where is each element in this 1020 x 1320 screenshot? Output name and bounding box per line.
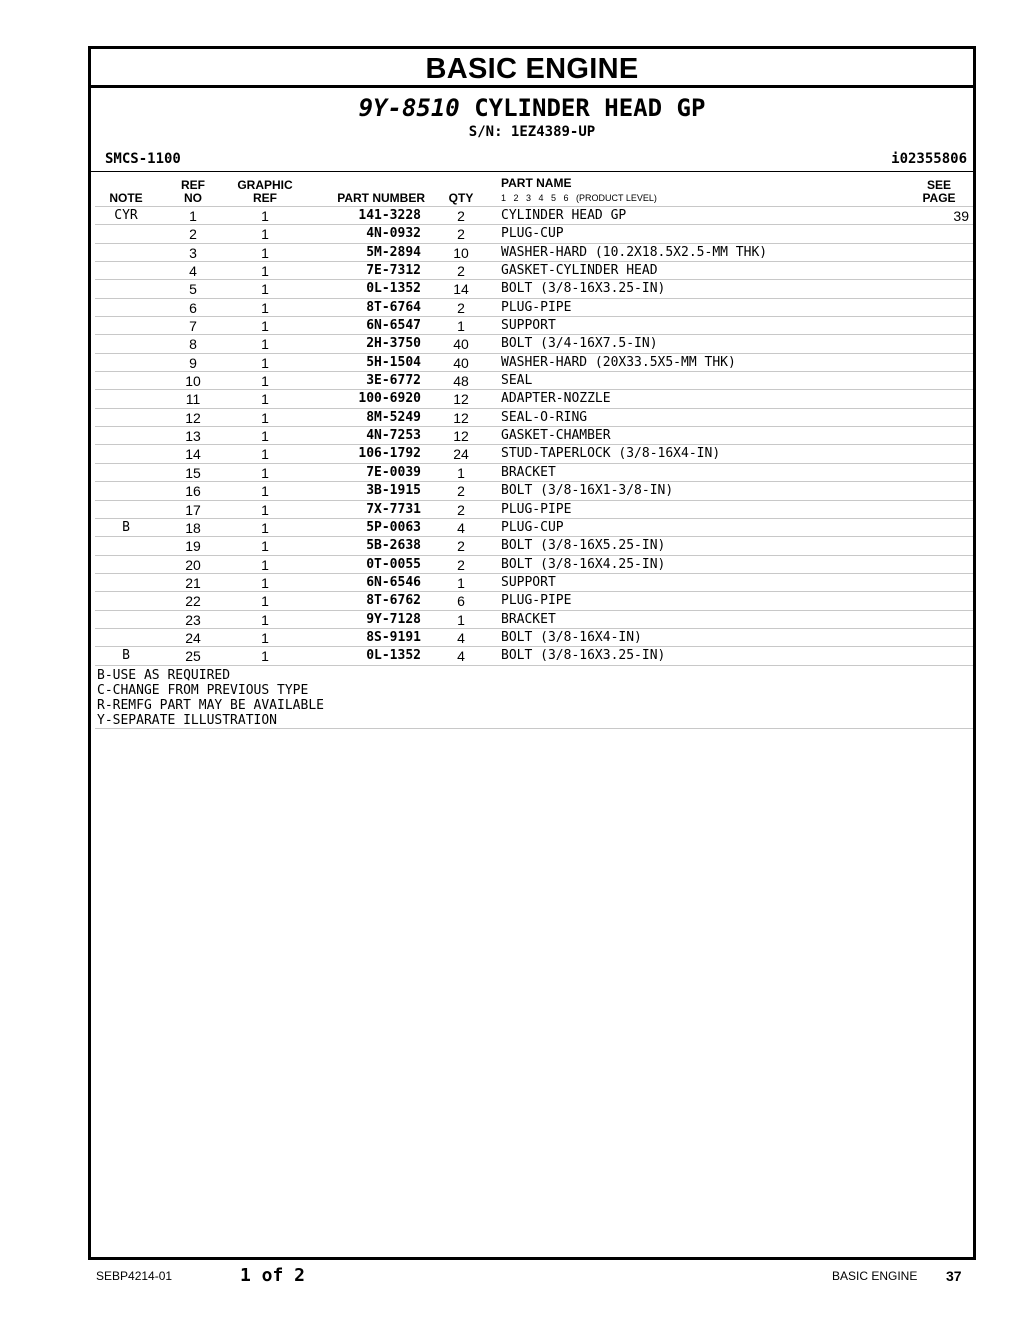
part-number-cell: 0T-0055 xyxy=(366,556,421,572)
note-cell: B xyxy=(122,519,130,535)
col-part-number: PART NUMBER xyxy=(337,191,425,205)
qty-cell: 2 xyxy=(457,556,465,573)
part-number-cell: 5P-0063 xyxy=(366,519,421,535)
table-row xyxy=(95,334,973,352)
col-see-bottom: PAGE xyxy=(922,191,956,205)
header-rule xyxy=(91,171,973,172)
qty-cell: 2 xyxy=(457,483,465,500)
table-row xyxy=(95,316,973,334)
ref-no-cell: 23 xyxy=(185,611,201,628)
part-name-cell: BOLT (3/8-16X4-IN) xyxy=(501,629,642,645)
ref-no-cell: 11 xyxy=(185,391,201,408)
table-row xyxy=(95,463,973,481)
graphic-ref-cell: 1 xyxy=(261,281,269,298)
table-row xyxy=(95,371,973,389)
qty-cell: 1 xyxy=(457,318,465,335)
graphic-ref-cell: 1 xyxy=(261,611,269,628)
part-number-cell: 5H-1504 xyxy=(366,354,421,370)
col-graphic-top: GRAPHIC xyxy=(237,178,293,192)
graphic-ref-cell: 1 xyxy=(261,263,269,280)
see-page-cell: 39 xyxy=(953,208,969,224)
table-row xyxy=(95,555,973,573)
ref-no-cell: 18 xyxy=(185,519,201,536)
part-name-cell: PLUG-PIPE xyxy=(501,501,572,517)
ref-no-cell: 7 xyxy=(189,318,197,335)
qty-cell: 48 xyxy=(453,373,469,390)
page-frame xyxy=(88,46,976,1260)
note-line: Y-SEPARATE ILLUSTRATION xyxy=(97,712,278,728)
graphic-ref-cell: 1 xyxy=(261,519,269,536)
graphic-ref-cell: 1 xyxy=(261,391,269,408)
ref-no-cell: 14 xyxy=(185,446,201,463)
part-name-cell: GASKET-CYLINDER HEAD xyxy=(501,263,658,279)
ref-no-cell: 21 xyxy=(185,574,201,591)
col-see-top: SEE xyxy=(926,178,951,192)
table-row xyxy=(95,610,973,628)
graphic-ref-cell: 1 xyxy=(261,593,269,610)
qty-cell: 6 xyxy=(457,593,465,610)
graphic-ref-cell: 1 xyxy=(261,538,269,555)
ref-no-cell: 8 xyxy=(189,336,197,353)
part-number-cell: 6N-6547 xyxy=(366,318,421,334)
graphic-ref-cell: 1 xyxy=(261,373,269,390)
qty-cell: 2 xyxy=(457,501,465,518)
ref-no-cell: 3 xyxy=(189,244,197,261)
graphic-ref-cell: 1 xyxy=(261,409,269,426)
graphic-ref-cell: 1 xyxy=(261,336,269,353)
col-product-level: 1 2 3 4 5 6 (PRODUCT LEVEL) xyxy=(501,193,657,203)
part-name-cell: SEAL xyxy=(501,373,533,389)
graphic-ref-cell: 1 xyxy=(261,629,269,646)
ref-no-cell: 4 xyxy=(189,263,197,280)
part-name-cell: PLUG-CUP xyxy=(501,519,564,535)
qty-cell: 40 xyxy=(453,354,469,371)
table-row xyxy=(95,279,973,297)
graphic-ref-cell: 1 xyxy=(261,501,269,518)
part-number-cell: 8T-6764 xyxy=(366,299,421,315)
table-row xyxy=(95,353,973,371)
qty-cell: 4 xyxy=(457,648,465,665)
qty-cell: 2 xyxy=(457,263,465,280)
parts-table xyxy=(95,206,973,665)
part-name-cell: BOLT (3/4-16X7.5-IN) xyxy=(501,336,658,352)
part-number-cell: 8T-6762 xyxy=(366,593,421,609)
qty-cell: 1 xyxy=(457,611,465,628)
part-name-cell: ADAPTER-NOZZLE xyxy=(501,391,611,407)
graphic-ref-cell: 1 xyxy=(261,648,269,665)
graphic-ref-cell: 1 xyxy=(261,574,269,591)
part-name-cell: BOLT (3/8-16X3.25-IN) xyxy=(501,648,666,664)
note-line: B-USE AS REQUIRED xyxy=(97,667,231,683)
part-number-cell: 9Y-7128 xyxy=(366,611,421,627)
part-number-cell: 3E-6772 xyxy=(366,373,421,389)
part-number-cell: 0L-1352 xyxy=(366,281,421,297)
qty-cell: 2 xyxy=(457,208,465,224)
qty-cell: 12 xyxy=(453,428,469,445)
table-row xyxy=(95,646,973,664)
part-name-cell: BOLT (3/8-16X3.25-IN) xyxy=(501,281,666,297)
ref-no-cell: 6 xyxy=(189,299,197,316)
part-number-cell: 4N-0932 xyxy=(366,226,421,242)
col-graphic-bottom: REF xyxy=(253,191,277,205)
part-number-cell: 106-1792 xyxy=(358,446,421,462)
part-name-cell: BRACKET xyxy=(501,464,556,480)
part-number-cell: 6N-6546 xyxy=(366,574,421,590)
graphic-ref-cell: 1 xyxy=(261,446,269,463)
ref-no-cell: 9 xyxy=(189,354,197,371)
part-name-cell: BOLT (3/8-16X5.25-IN) xyxy=(501,538,666,554)
graphic-ref-cell: 1 xyxy=(261,244,269,261)
footer-section: BASIC ENGINE xyxy=(832,1269,918,1283)
col-ref-bottom: NO xyxy=(184,191,202,205)
table-row xyxy=(95,536,973,554)
part-number-cell: 0L-1352 xyxy=(366,648,421,664)
ref-no-cell: 15 xyxy=(185,464,201,481)
col-note: NOTE xyxy=(109,191,143,205)
note-line: C-CHANGE FROM PREVIOUS TYPE xyxy=(97,682,309,698)
footer-page-number: 37 xyxy=(946,1268,962,1284)
graphic-ref-cell: 1 xyxy=(261,354,269,371)
graphic-ref-cell: 1 xyxy=(261,226,269,243)
table-row xyxy=(95,426,973,444)
qty-cell: 2 xyxy=(457,299,465,316)
table-row xyxy=(95,481,973,499)
part-name-cell: PLUG-CUP xyxy=(501,226,564,242)
part-name-cell: BOLT (3/8-16X4.25-IN) xyxy=(501,556,666,572)
ref-no-cell: 19 xyxy=(185,538,201,555)
group-title xyxy=(91,93,973,123)
qty-cell: 2 xyxy=(457,226,465,243)
part-name-cell: STUD-TAPERLOCK (3/8-16X4-IN) xyxy=(501,446,721,462)
serial-range: S/N: 1EZ4389-UP xyxy=(468,124,596,140)
notes-legend xyxy=(95,665,973,729)
section-title: BASIC ENGINE xyxy=(91,49,973,88)
table-row xyxy=(95,298,973,316)
ref-no-cell: 20 xyxy=(185,556,201,573)
part-name-cell: BOLT (3/8-16X1-3/8-IN) xyxy=(501,483,674,499)
ref-no-cell: 10 xyxy=(185,373,201,390)
qty-cell: 4 xyxy=(457,519,465,536)
group-name: CYLINDER HEAD GP xyxy=(474,94,706,122)
note-line: R-REMFG PART MAY BE AVAILABLE xyxy=(97,697,324,713)
part-number-cell: 7X-7731 xyxy=(366,501,421,517)
qty-cell: 12 xyxy=(453,391,469,408)
part-name-cell: PLUG-PIPE xyxy=(501,299,572,315)
info-id: i02355806 xyxy=(891,151,967,167)
table-row xyxy=(95,591,973,609)
part-name-cell: SEAL-O-RING xyxy=(501,409,588,425)
part-name-cell: BRACKET xyxy=(501,611,556,627)
table-row xyxy=(95,573,973,591)
qty-cell: 1 xyxy=(457,464,465,481)
part-number-cell: 4N-7253 xyxy=(366,428,421,444)
qty-cell: 40 xyxy=(453,336,469,353)
ref-no-cell: 25 xyxy=(185,648,201,665)
ref-no-cell: 22 xyxy=(185,593,201,610)
graphic-ref-cell: 1 xyxy=(261,299,269,316)
part-number-cell: 141-3228 xyxy=(358,208,421,223)
col-ref-top: REF xyxy=(181,178,205,192)
part-name-cell: PLUG-PIPE xyxy=(501,593,572,609)
part-name-cell: GASKET-CHAMBER xyxy=(501,428,611,444)
table-row xyxy=(95,444,973,462)
table-row xyxy=(95,389,973,407)
ref-no-cell: 12 xyxy=(185,409,201,426)
part-number-cell: 3B-1915 xyxy=(366,483,421,499)
note-cell: CYR xyxy=(114,208,138,223)
table-row xyxy=(95,224,973,242)
col-part-name: PART NAME xyxy=(501,176,572,190)
table-row xyxy=(95,261,973,279)
footer-doc-number: SEBP4214-01 xyxy=(96,1269,173,1283)
graphic-ref-cell: 1 xyxy=(261,464,269,481)
part-name-cell: SUPPORT xyxy=(501,574,556,590)
part-number-cell: 7E-0039 xyxy=(366,464,421,480)
graphic-ref-cell: 1 xyxy=(261,208,269,224)
part-number-cell: 100-6920 xyxy=(358,391,421,407)
ref-no-cell: 2 xyxy=(189,226,197,243)
footer-page-of: 1 of 2 xyxy=(240,1265,306,1286)
part-name-cell: WASHER-HARD (10.2X18.5X2.5-MM THK) xyxy=(501,244,768,260)
ref-no-cell: 17 xyxy=(185,501,201,518)
part-number-cell: 8S-9191 xyxy=(366,629,421,645)
graphic-ref-cell: 1 xyxy=(261,318,269,335)
table-row xyxy=(95,243,973,261)
qty-cell: 12 xyxy=(453,409,469,426)
part-name-cell: CYLINDER HEAD GP xyxy=(501,208,627,223)
qty-cell: 1 xyxy=(457,574,465,591)
ref-no-cell: 5 xyxy=(189,281,197,298)
qty-cell: 24 xyxy=(453,446,469,463)
qty-cell: 2 xyxy=(457,538,465,555)
part-number-cell: 5M-2894 xyxy=(366,244,421,260)
table-row xyxy=(95,500,973,518)
ref-no-cell: 24 xyxy=(185,629,201,646)
table-row xyxy=(95,628,973,646)
part-number-cell: 5B-2638 xyxy=(366,538,421,554)
smcs-code: SMCS-1100 xyxy=(105,151,181,167)
table-row xyxy=(95,408,973,426)
graphic-ref-cell: 1 xyxy=(261,556,269,573)
group-part-number: 9Y-8510 xyxy=(358,94,460,122)
part-number-cell: 7E-7312 xyxy=(366,263,421,279)
note-cell: B xyxy=(122,648,130,664)
part-number-cell: 8M-5249 xyxy=(366,409,421,425)
part-name-cell: SUPPORT xyxy=(501,318,556,334)
qty-cell: 14 xyxy=(453,281,469,298)
qty-cell: 10 xyxy=(453,244,469,261)
qty-cell: 4 xyxy=(457,629,465,646)
part-number-cell: 2H-3750 xyxy=(366,336,421,352)
col-qty: QTY xyxy=(448,191,474,205)
ref-no-cell: 16 xyxy=(185,483,201,500)
part-name-cell: WASHER-HARD (20X33.5X5-MM THK) xyxy=(501,354,736,370)
graphic-ref-cell: 1 xyxy=(261,483,269,500)
ref-no-cell: 13 xyxy=(185,428,201,445)
graphic-ref-cell: 1 xyxy=(261,428,269,445)
table-row xyxy=(95,518,973,536)
table-row xyxy=(95,206,973,224)
ref-no-cell: 1 xyxy=(189,208,197,224)
